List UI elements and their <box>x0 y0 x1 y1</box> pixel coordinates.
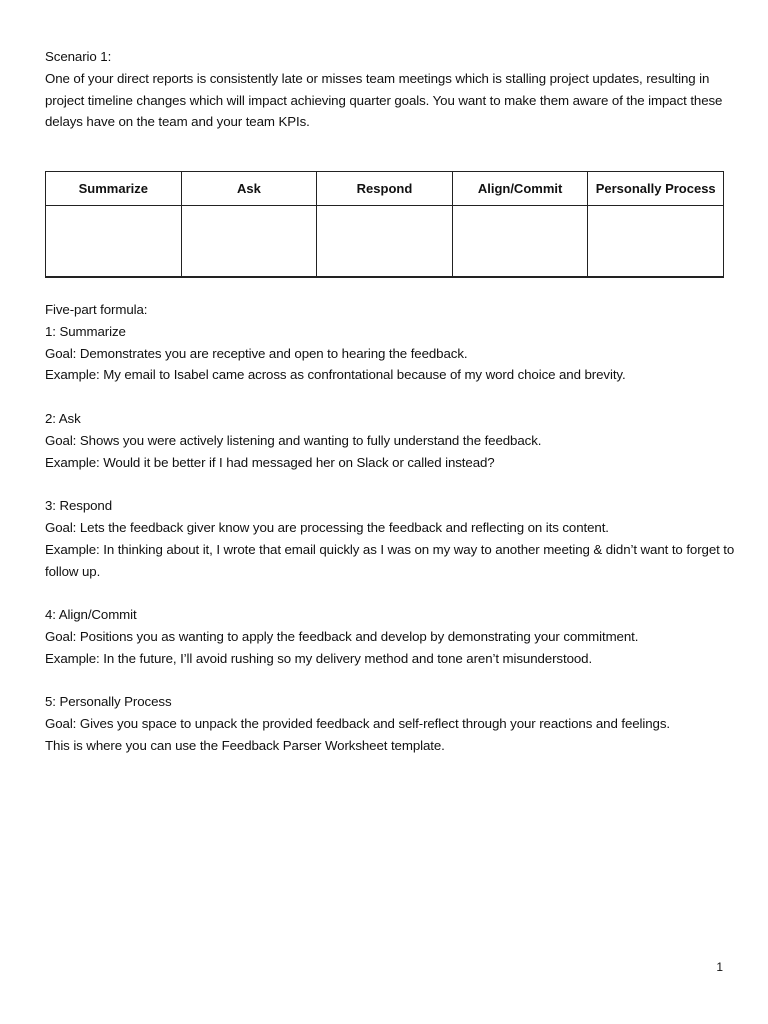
table-row <box>46 206 724 278</box>
cell-align-commit[interactable] <box>452 206 588 278</box>
step-4-title: 4: Align/Commit <box>45 607 137 623</box>
header-summarize: Summarize <box>46 172 182 206</box>
step-1-goal: Goal: Demonstrates you are receptive and open to hearing the feedback. <box>45 345 468 361</box>
spacer <box>45 582 735 604</box>
spacer <box>45 473 735 495</box>
step-5-goal: Goal: Gives you space to unpack the provided feedback and self-reflect through your reactions and feelings. <box>45 716 670 732</box>
page-number: 1 <box>716 960 723 974</box>
spacer <box>45 386 735 408</box>
header-ask: Ask <box>181 172 317 206</box>
scenario-body: One of your direct reports is consistently late or misses team meetings which is stalling project updates, resulting in project timeline changes which will impact achieving quarter goals. You want to make them aware of the impact these delays have on the team and your team KPIs. <box>45 70 723 130</box>
cell-personally-process[interactable] <box>588 206 724 278</box>
step-3-example: Example: In thinking about it, I wrote that email quickly as I was on my way to another meeting & didn’t want to forget to follow up. <box>45 541 735 579</box>
scenario-heading: Scenario 1: <box>45 49 112 64</box>
spacer <box>45 670 735 692</box>
feedback-worksheet-table <box>45 171 724 278</box>
step-1-title: 1: Summarize <box>45 323 126 339</box>
cell-summarize[interactable] <box>46 206 182 278</box>
step-2-goal: Goal: Shows you were actively listening and wanting to fully understand the feedback. <box>45 432 542 448</box>
cell-respond[interactable] <box>317 206 453 278</box>
step-4-example: Example: In the future, I’ll avoid rushing so my delivery method and tone aren’t misunderstood. <box>45 650 593 666</box>
step-5-note: This is where you can use the Feedback Parser Worksheet template. <box>45 737 445 753</box>
cell-ask[interactable] <box>181 206 317 278</box>
step-2-example: Example: Would it be better if I had messaged her on Slack or called instead? <box>45 454 495 470</box>
formula-heading: Five-part formula: <box>45 302 148 317</box>
step-3-goal: Goal: Lets the feedback giver know you are processing the feedback and reflecting on its content. <box>45 519 609 535</box>
step-4-goal: Goal: Positions you as wanting to apply the feedback and develop by demonstrating your commitment. <box>45 628 639 644</box>
step-3-title: 3: Respond <box>45 498 113 514</box>
formula-section <box>45 299 735 757</box>
header-respond: Respond <box>317 172 453 206</box>
header-align-commit: Align/Commit <box>452 172 588 206</box>
table-header-row <box>46 172 724 206</box>
header-personally-process: Personally Process <box>588 172 724 206</box>
scenario-section <box>45 46 735 133</box>
step-5-title: 5: Personally Process <box>45 694 172 710</box>
step-1-example: Example: My email to Isabel came across as confrontational because of my word choice and brevity. <box>45 367 626 383</box>
step-2-title: 2: Ask <box>45 410 81 426</box>
